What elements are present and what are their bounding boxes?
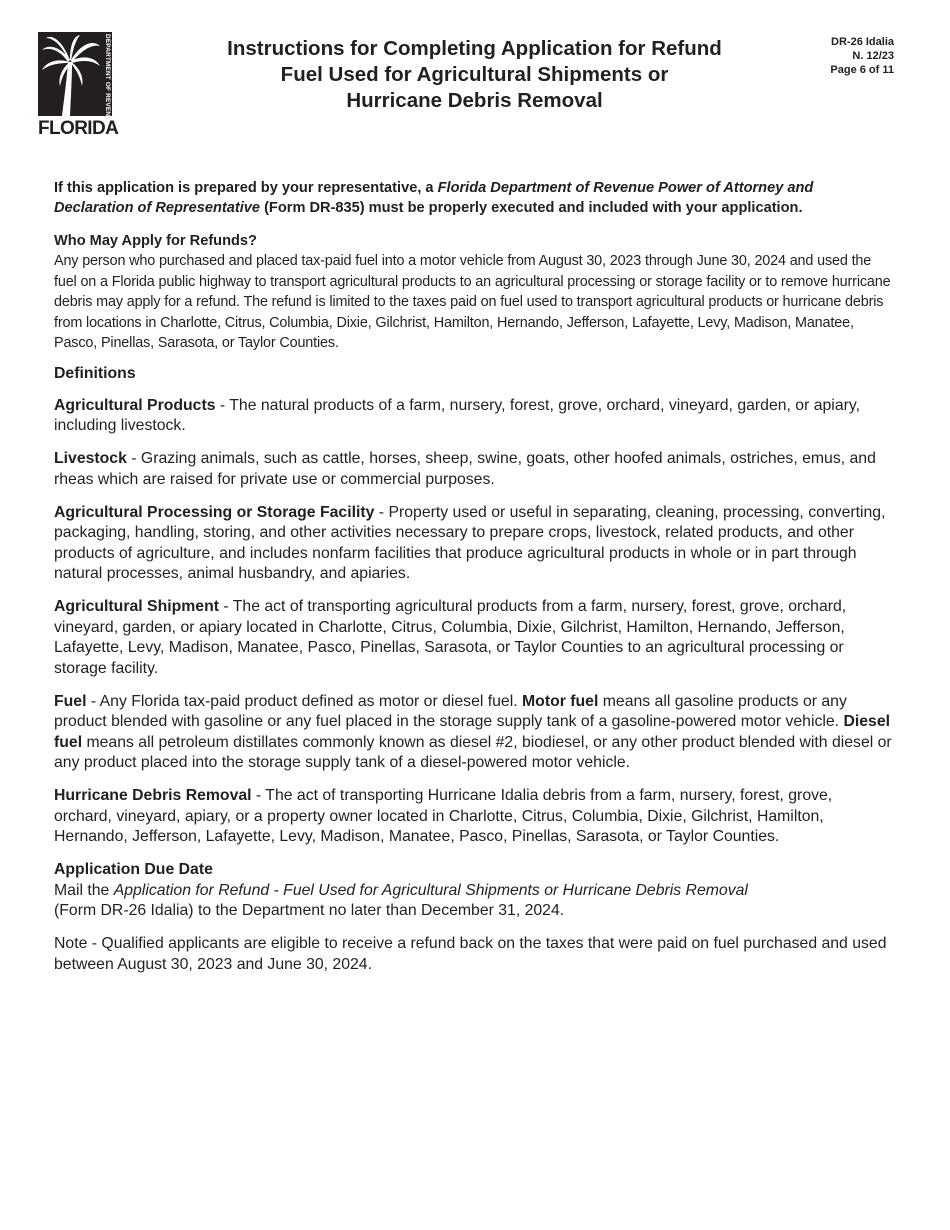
title-line-3: Hurricane Debris Removal xyxy=(346,89,603,112)
definition-text: - Any Florida tax-paid product defined as motor or diesel fuel. xyxy=(86,692,523,710)
form-revision: N. 12/23 xyxy=(852,50,894,62)
notice-prefix: If this application is prepared by your representative, a xyxy=(54,180,438,196)
form-identifier xyxy=(830,35,894,77)
refund-note: Note - Qualified applicants are eligible to receive a refund back on the taxes that were paid on fuel purchased and used between August 30, 2023 and June 30, 2024. xyxy=(54,935,887,973)
title-line-1: Instructions for Completing Application for Refund xyxy=(227,37,722,60)
definition-processing-facility xyxy=(54,503,894,585)
notice-form-name: Florida Department of Revenue Power of Attorney and Declaration of Representative xyxy=(54,180,814,216)
logo-department-text: DEPARTMENT OF REVENUE xyxy=(104,34,111,126)
due-date-suffix: (Form DR-26 Idalia) to the Department no later than December 31, 2024. xyxy=(54,902,565,919)
who-may-apply-heading: Who May Apply for Refunds? xyxy=(54,233,257,249)
instructions-body xyxy=(54,178,894,988)
definition-text: - The act of transporting agricultural products from a farm, nursery, forest, grove, orchard, vineyard, garden, or apiary located in Charlotte, Citrus, Columbia, Dixie, Gilchrist, Hamilton, Hernando, Jefferson, Lafayette, Levy, Madison, Manatee, Pasco, Pinellas, Sarasota, or Taylor Counties to an agricultural processing or storage facility. xyxy=(54,598,847,677)
definition-term: Agricultural Products xyxy=(54,396,216,414)
logo-state-name: FLORIDA xyxy=(38,118,119,139)
page-number: Page 6 of 11 xyxy=(830,64,894,76)
diesel-fuel-term: Diesel fuel xyxy=(54,713,890,751)
title-line-2: Fuel Used for Agricultural Shipments or xyxy=(280,63,669,86)
definition-term: Agricultural Shipment xyxy=(54,598,220,615)
definition-text: - Property used or useful in separating, cleaning, processing, converting, packaging, handling, storing, and other activities necessary to prepare crops, livestock, related products, and other products of agriculture, and includes nonfarm facilities that produce agricultural products in whole or in part through natural processes, animal husbandry, and apiaries. xyxy=(54,503,886,582)
logo-mark xyxy=(38,32,112,116)
notice-suffix: (Form DR-835) must be properly executed and included with your application. xyxy=(260,200,803,216)
definition-agricultural-products xyxy=(54,396,894,437)
definition-term: Livestock xyxy=(54,450,127,467)
definition-agricultural-shipment xyxy=(54,597,894,679)
definition-text: - Grazing animals, such as cattle, horses, sheep, swine, goats, other hoofed animals, ostriches, emus, and rheas which are raised for private use or commercial purposes. xyxy=(54,450,876,488)
motor-fuel-term: Motor fuel xyxy=(522,692,599,710)
definition-fuel xyxy=(54,692,894,774)
definition-term: Fuel xyxy=(54,692,87,710)
definition-text: - The natural products of a farm, nursery, forest, grove, orchard, vineyard, garden, or apiary, including livestock. xyxy=(54,396,860,434)
due-date-heading: Application Due Date xyxy=(54,861,213,878)
definition-livestock xyxy=(54,449,894,490)
representative-notice xyxy=(54,178,894,218)
definitions-heading: Definitions xyxy=(54,364,136,382)
due-date-prefix: Mail the xyxy=(54,881,114,899)
due-date-form-name: Application for Refund - Fuel Used for Agricultural Shipments or Hurricane Debris Removal xyxy=(113,881,748,899)
logo-department-label xyxy=(104,34,112,126)
definition-term: Hurricane Debris Removal xyxy=(54,787,252,804)
who-may-apply-text: Any person who purchased and placed tax-paid fuel into a motor vehicle from August 30, 2023 through June 30, 2024 and used the fuel on a Florida public highway to transport agricultural products to an agricultural processing or storage facility or to remove hurricane debris may apply for a refund. The refund is limited to the taxes paid on fuel used to transport agricultural products or hurricane debris from locations in Charlotte, Citrus, Columbia, Dixie, Gilchrist, Hamilton, Hernando, Jefferson, Lafayette, Levy, Madison, Manatee, Pasco, Pinellas, Sarasota, or Taylor Counties. xyxy=(54,253,891,351)
definition-text: means all petroleum distillates commonly known as diesel #2, biodiesel, or any other product blended with diesel or any product placed into the storage supply tank of a diesel-powered motor vehicle. xyxy=(54,733,892,771)
florida-dor-logo xyxy=(38,32,119,140)
definition-text: - The act of transporting Hurricane Idalia debris from a farm, nursery, forest, grove, orchard, vineyard, apiary, or a property owner located in Charlotte, Citrus, Columbia, Dixie, Gilchrist, Hamilton, Hernando, Jefferson, Lafayette, Levy, Madison, Manatee, Pasco, Pinellas, Sarasota, or Taylor Counties. xyxy=(54,787,833,845)
form-number: DR-26 Idalia xyxy=(831,36,894,48)
definition-text: means all gasoline products or any product blended with gasoline or any fuel placed in the storage supply tank of a gasoline-powered motor vehicle. xyxy=(54,692,847,730)
due-date-section xyxy=(54,860,894,922)
palm-tree-icon xyxy=(38,32,104,116)
page-title xyxy=(200,36,749,114)
definition-hurricane-debris-removal xyxy=(54,786,894,848)
definition-term: Agricultural Processing or Storage Facility xyxy=(54,503,375,521)
